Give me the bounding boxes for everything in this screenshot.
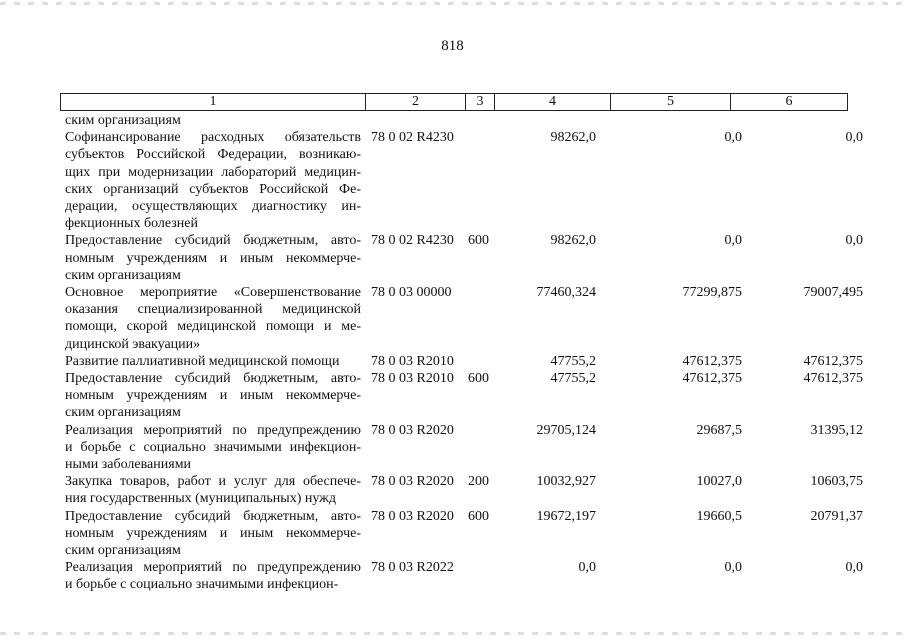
table-row bbox=[60, 353, 863, 370]
description-line: ских организаций субъектов Российской Фе- bbox=[65, 181, 361, 197]
description-line: дерации, осуществляющих диагностику ин- bbox=[65, 199, 361, 215]
description-line: фекционных болезней bbox=[65, 216, 198, 232]
row-code: 78 0 03 R2010 bbox=[371, 371, 454, 387]
description-line: ским организациям bbox=[65, 405, 181, 421]
row-value-col4: 47755,2 bbox=[550, 353, 596, 369]
description-line: Основное мероприятие «Совершенствование bbox=[65, 285, 361, 301]
row-value-col4: 10032,927 bbox=[536, 474, 596, 490]
row-value-col5: 77299,875 bbox=[682, 285, 742, 301]
description-line: ским организациям bbox=[65, 267, 181, 283]
row-value-col5: 47612,375 bbox=[682, 353, 742, 369]
row-code: 78 0 03 R2020 bbox=[371, 474, 454, 490]
row-value-col4: 47755,2 bbox=[550, 371, 596, 387]
row-value-col6: 0,0 bbox=[845, 233, 863, 249]
row-expense-type: 600 bbox=[468, 508, 489, 524]
row-code: 78 0 03 R2020 bbox=[371, 508, 454, 524]
page-number: 818 bbox=[441, 38, 464, 54]
row-value-col4: 29705,124 bbox=[536, 422, 596, 438]
header-col-3: 3 bbox=[466, 94, 495, 110]
scan-edge-top bbox=[0, 2, 905, 5]
description-line: щих при модернизации лабораторий медицин- bbox=[65, 164, 361, 180]
table-row bbox=[60, 129, 863, 232]
row-value-col5: 0,0 bbox=[724, 560, 742, 576]
row-description bbox=[65, 284, 361, 353]
row-description bbox=[65, 559, 361, 593]
row-code: 78 0 02 R4230 bbox=[371, 233, 454, 249]
header-col-6: 6 bbox=[785, 94, 793, 109]
description-line: ским организациям bbox=[65, 543, 181, 559]
row-code: 78 0 03 R2010 bbox=[371, 353, 454, 369]
description-line: оказания специализированной медицинской bbox=[65, 302, 361, 318]
row-expense-type: 200 bbox=[468, 474, 489, 490]
row-value-col6: 20791,37 bbox=[810, 508, 863, 524]
row-description bbox=[65, 112, 361, 129]
row-value-col5: 10027,0 bbox=[696, 474, 742, 490]
description-line: ния государственных (муниципальных) нужд bbox=[65, 491, 336, 507]
table-row bbox=[60, 422, 863, 474]
row-description bbox=[65, 370, 361, 422]
description-line: Закупка товаров, работ и услуг для обеспече- bbox=[65, 474, 361, 490]
row-value-col5: 0,0 bbox=[724, 130, 742, 146]
row-description bbox=[65, 353, 361, 370]
description-line: номным учреждениям и иным некоммерче- bbox=[65, 525, 361, 541]
description-line: Софинансирование расходных обязательств bbox=[65, 130, 361, 146]
row-code: 78 0 03 00000 bbox=[371, 285, 452, 301]
header-col-1: 1 bbox=[61, 94, 366, 110]
row-value-col5: 47612,375 bbox=[682, 371, 742, 387]
row-expense-type: 600 bbox=[468, 233, 489, 249]
description-line: Предоставление субсидий бюджетным, авто- bbox=[65, 371, 361, 387]
row-value-col6: 0,0 bbox=[845, 130, 863, 146]
description-line: Развитие паллиативной медицинской помощи bbox=[65, 353, 340, 369]
table-row bbox=[60, 473, 863, 507]
row-value-col5: 19660,5 bbox=[696, 508, 742, 524]
row-code: 78 0 03 R2022 bbox=[371, 560, 454, 576]
row-expense-type: 600 bbox=[468, 371, 489, 387]
table-row bbox=[60, 112, 848, 129]
table-row bbox=[60, 559, 863, 593]
row-value-col5: 0,0 bbox=[724, 233, 742, 249]
description-line: Реализация мероприятий по предупреждению bbox=[65, 422, 361, 438]
description-line: номным учреждениям и иным некоммерче- bbox=[65, 250, 361, 266]
table-row bbox=[60, 284, 863, 353]
row-value-col6: 31395,12 bbox=[810, 422, 863, 438]
row-description bbox=[65, 232, 361, 284]
row-description bbox=[65, 129, 361, 232]
row-value-col4: 77460,324 bbox=[536, 285, 596, 301]
table-header bbox=[60, 93, 848, 111]
description-line: помощи, скорой медицинской помощи и ме- bbox=[65, 319, 361, 335]
row-value-col6: 47612,375 bbox=[803, 353, 863, 369]
row-value-col5: 29687,5 bbox=[696, 422, 742, 438]
row-value-col6: 47612,375 bbox=[803, 371, 863, 387]
description-line: ским организациям bbox=[65, 113, 181, 128]
header-col-4: 4 bbox=[495, 94, 611, 110]
description-line: ными заболеваниями bbox=[65, 457, 192, 473]
row-value-col4: 19672,197 bbox=[536, 508, 596, 524]
description-line: Предоставление субсидий бюджетным, авто- bbox=[65, 508, 361, 524]
description-line: номным учреждениям и иным некоммерче- bbox=[65, 388, 361, 404]
table-row bbox=[60, 370, 863, 422]
description-line: дицинской эвакуации» bbox=[65, 336, 201, 352]
header-col-5: 5 bbox=[611, 94, 731, 110]
description-line: и борьбе с социально значимыми инфекцион- bbox=[65, 577, 339, 593]
description-line: субъектов Российской Федерации, возникаю- bbox=[65, 147, 361, 163]
row-description bbox=[65, 473, 361, 507]
row-code: 78 0 02 R4230 bbox=[371, 130, 454, 146]
row-code: 78 0 03 R2020 bbox=[371, 422, 454, 438]
row-value-col6: 0,0 bbox=[845, 560, 863, 576]
row-value-col4: 0,0 bbox=[578, 560, 596, 576]
table-body bbox=[60, 112, 863, 594]
header-col-2: 2 bbox=[366, 94, 466, 110]
table-row bbox=[60, 508, 863, 560]
row-value-col6: 10603,75 bbox=[810, 474, 863, 490]
row-value-col4: 98262,0 bbox=[550, 130, 596, 146]
description-line: и борьбе с социально значимыми инфекцион- bbox=[65, 439, 361, 455]
scan-edge-bottom bbox=[0, 632, 905, 635]
row-description bbox=[65, 508, 361, 560]
table-row bbox=[60, 232, 863, 284]
row-value-col4: 98262,0 bbox=[550, 233, 596, 249]
description-line: Предоставление субсидий бюджетным, авто- bbox=[65, 233, 361, 249]
row-value-col6: 79007,495 bbox=[803, 285, 863, 301]
description-line: Реализация мероприятий по предупреждению bbox=[65, 560, 361, 576]
row-description bbox=[65, 422, 361, 474]
